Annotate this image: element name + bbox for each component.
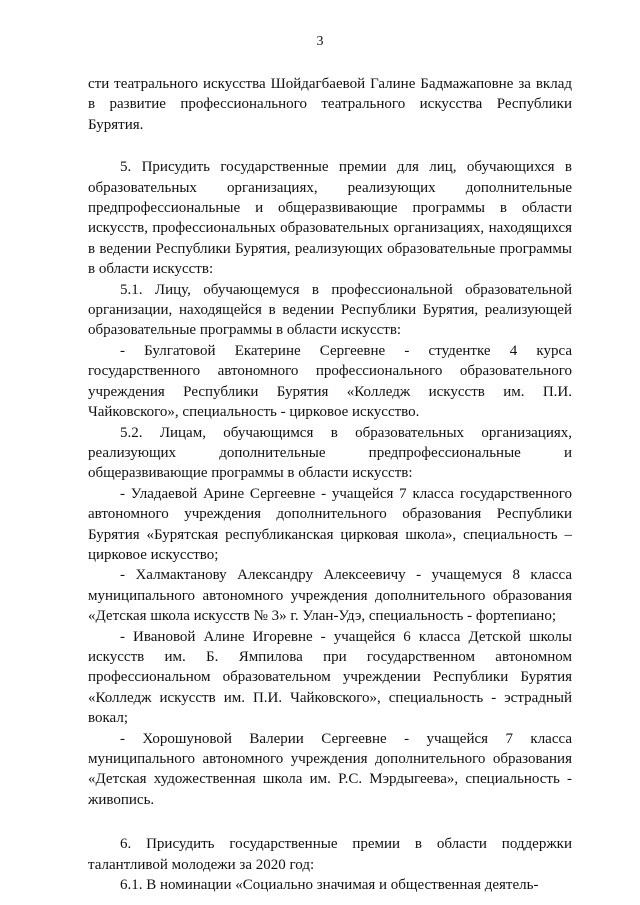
list-item-uladaeva: - Уладаевой Арине Сергеевне - учащейся 7 класса государственного автономного учреждения дополнительного образования Республики Бурятия «Бурятская республиканская цирковая школа», специальность – цирковое искусство; [88, 485, 572, 563]
list-item-khoroshunova: - Хорошуновой Валерии Сергеевне - учащейся 7 класса муниципального автономного учреждения дополнительного образования «Детская художественная школа им. Р.С. Мэрдыгеева», специальность - живопись. [88, 730, 572, 808]
paragraph-item-5-1: 5.1. Лицу, обучающемуся в профессиональной образовательной организации, находящейся в ведении Республики Бурятия, реализующей образовательные программы в области искусств: [88, 281, 572, 339]
list-item-ivanova: - Ивановой Алине Игоревне - учащейся 6 класса Детской школы искусств им. Б. Ямпилова при государственном автономном профессиональном образовательном учреждении Республики Бурятия «Колледж искусств им. П.И. Чайковского», специальность - эстрадный вокал; [88, 628, 572, 727]
paragraph-item-6: 6. Присудить государственные премии в области поддержки талантливой молодежи за 2020 год: [88, 836, 572, 873]
paragraph-item-6-1: 6.1. В номинации «Социально значимая и общественная деятель- [120, 877, 539, 894]
list-item-khalmaktanov: - Халмактанову Александру Алексеевичу - учащемуся 8 класса муниципального автономного учреждения дополнительного образования «Детская школа искусств № 3» г. Улан-Удэ, специальность - фортепиано; [88, 567, 572, 625]
page-number: 3 [316, 34, 324, 49]
document-body [88, 74, 572, 895]
paragraph-item-5-2: 5.2. Лицам, обучающимся в образовательных организациях, реализующих дополнительные предпрофессиональные и общеразвивающие программы в области искусств: [88, 424, 572, 482]
paragraph-item-5: 5. Присудить государственные премии для лиц, обучающихся в образовательных организациях, реализующих дополнительные предпрофессиональные и общеразвивающие программы в области искусств, профессиональных образовательных организациях, находящихся в ведении Республики Бурятия, реализующих образовательные программы в области искусств: [88, 159, 572, 278]
list-item-bulgatova: - Булгатовой Екатерине Сергеевне - студентке 4 курса государственного автономного профессионального образовательного учреждения Республики Бурятия «Колледж искусств им. П.И. Чайковского», специальность - цирковое искусство. [88, 342, 572, 421]
paragraph-theatre-award-continuation: сти театрального искусства Шойдагбаевой Галине Бадмажаповне за вклад в развитие профессионального театрального искусства Республики Бурятия. [88, 76, 572, 133]
